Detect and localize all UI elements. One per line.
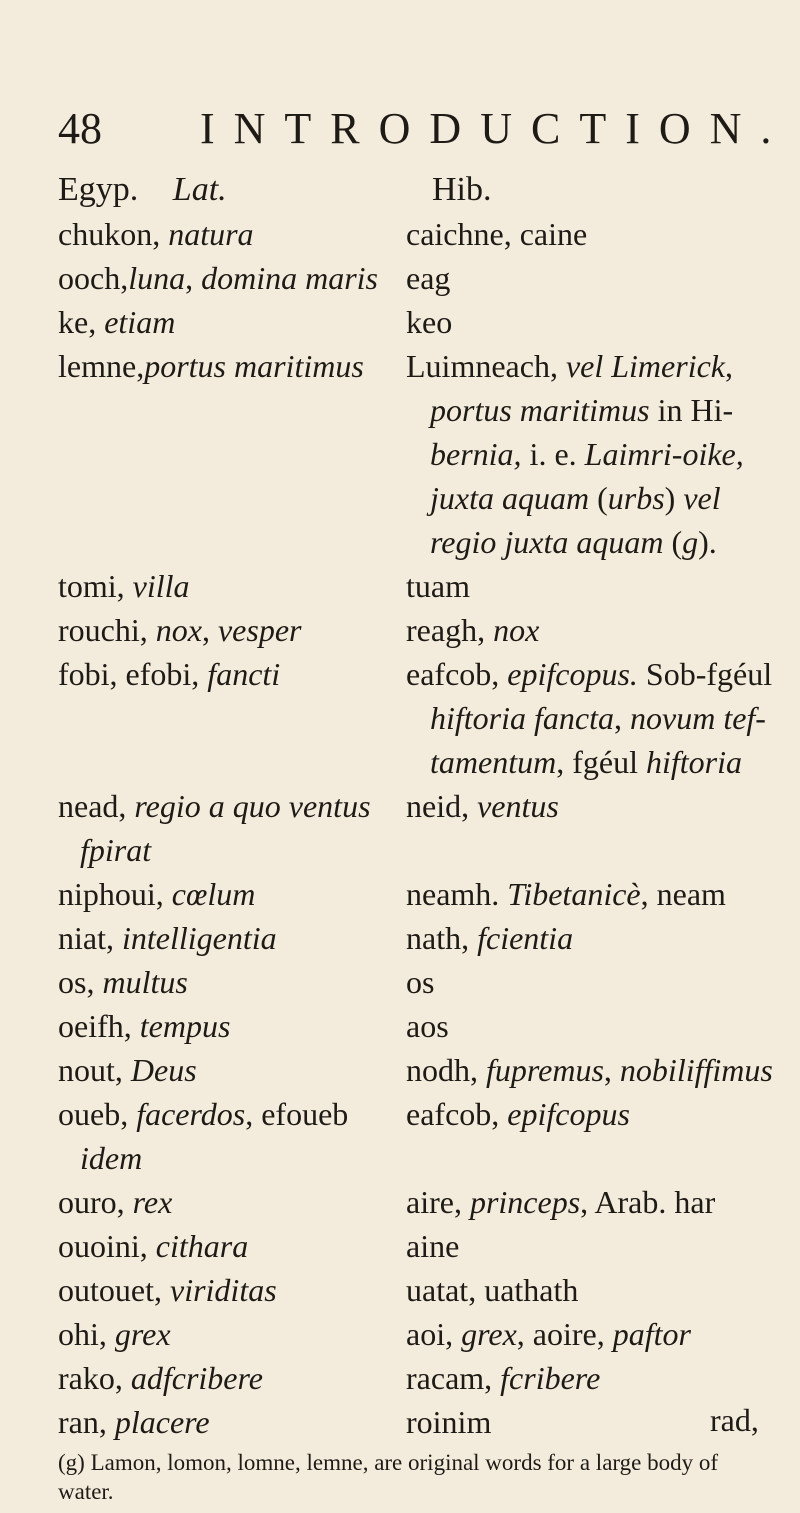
- egyptian-latin-cell: [58, 786, 371, 826]
- word-text: neamh.: [406, 876, 508, 912]
- hibernian-continuation: [430, 522, 717, 562]
- hibernian-cell: [406, 874, 726, 914]
- table-row: [0, 346, 800, 396]
- table-row: [0, 786, 800, 836]
- hibernian-cell: [406, 346, 733, 386]
- latin-gloss: luna: [128, 260, 186, 296]
- latin-gloss: Laimri-oike,: [576, 436, 744, 472]
- table-row: [0, 1314, 800, 1364]
- table-row: [0, 1358, 800, 1408]
- word-text: oueb,: [58, 1096, 137, 1132]
- egyptian-latin-cell: [58, 1402, 210, 1442]
- hibernian-continuation: [430, 698, 766, 738]
- egyptian-latin-cell: [58, 1314, 171, 1354]
- latin-gloss: villa: [132, 568, 190, 604]
- word-text: nout,: [58, 1052, 131, 1088]
- latin-gloss: ventus: [477, 788, 559, 824]
- word-text: ): [664, 480, 684, 516]
- table-row: [0, 1226, 800, 1276]
- hibernian-cell: [406, 1226, 459, 1266]
- footnote: [58, 1448, 768, 1506]
- hibernian-continuation: [430, 434, 744, 474]
- catchword: rad,: [710, 1402, 759, 1438]
- hibernian-cell: [406, 962, 434, 1002]
- word-text: ouoini,: [58, 1228, 156, 1264]
- latin-gloss: paftor: [612, 1316, 691, 1352]
- table-row: [0, 1182, 800, 1232]
- column-heading-egyptian: Egyp. Lat.: [58, 171, 227, 208]
- word-text: ,: [201, 612, 218, 648]
- table-row: [0, 1050, 800, 1100]
- table-row: [0, 214, 800, 264]
- word-text: ouro,: [58, 1184, 133, 1220]
- table-row: [0, 1270, 800, 1320]
- word-text: , aoire,: [516, 1316, 613, 1352]
- table-row: [0, 390, 800, 440]
- egyptian-latin-cell: [58, 1270, 277, 1310]
- hibernian-cell: [406, 1006, 449, 1046]
- table-row: [0, 1006, 800, 1056]
- hibernian-cell: [406, 1314, 691, 1354]
- latin-gloss: urbs: [607, 480, 665, 516]
- table-row: [0, 874, 800, 924]
- egyptian-latin-cell: [58, 1358, 263, 1398]
- footnote-text: Lamon, lomon, lomne, lemne, are original words for a large body of water.: [58, 1450, 719, 1504]
- egyptian-latin-cell: [58, 1006, 230, 1046]
- word-text: ,: [603, 1052, 620, 1088]
- column-heading-latin: Lat.: [172, 171, 227, 208]
- word-text: ohi,: [58, 1316, 115, 1352]
- word-text: tuam: [406, 568, 470, 604]
- word-text: eag: [406, 260, 451, 296]
- egyptian-latin-cell: [58, 962, 188, 1002]
- word-text: os: [406, 964, 435, 1000]
- table-row: [0, 610, 800, 660]
- word-text: ,: [614, 700, 630, 736]
- egyptian-latin-cell: [58, 1050, 197, 1090]
- word-text: Sob-fgéul: [637, 656, 773, 692]
- word-text: oeifh,: [58, 1008, 140, 1044]
- egyptian-latin-continuation: [80, 830, 151, 870]
- word-text: , Arab. har: [580, 1184, 716, 1220]
- word-text: tomi,: [58, 568, 133, 604]
- latin-gloss: vel: [683, 480, 721, 516]
- word-text: keo: [406, 304, 453, 340]
- latin-gloss: placere: [114, 1404, 210, 1440]
- latin-gloss: rex: [132, 1184, 173, 1220]
- latin-gloss: juxta aquam: [430, 480, 590, 516]
- latin-gloss: nobiliffimus: [619, 1052, 773, 1088]
- word-text: , efoueb: [245, 1096, 349, 1132]
- word-text: reagh,: [406, 612, 494, 648]
- latin-gloss: viriditas: [169, 1272, 277, 1308]
- table-row: [0, 742, 800, 792]
- latin-gloss: portus maritimus: [144, 348, 364, 384]
- egyptian-latin-continuation: [80, 1138, 142, 1178]
- word-text: eafcob,: [406, 656, 508, 692]
- hibernian-cell: [406, 1094, 630, 1134]
- word-text: nodh,: [406, 1052, 486, 1088]
- hibernian-cell: [406, 1358, 600, 1398]
- latin-gloss: fcientia: [477, 920, 574, 956]
- word-text: rouchi,: [58, 612, 156, 648]
- word-text: racam,: [406, 1360, 501, 1396]
- word-text: ,: [724, 348, 733, 384]
- word-text: aire,: [406, 1184, 470, 1220]
- egyptian-latin-cell: [58, 214, 254, 254]
- table-row: [0, 478, 800, 528]
- egyptian-latin-cell: [58, 610, 301, 650]
- hibernian-cell: [406, 786, 559, 826]
- word-text: ,: [185, 260, 202, 296]
- page-number: 48: [58, 104, 102, 153]
- table-row: [0, 962, 800, 1012]
- hibernian-cell: [406, 654, 772, 694]
- word-text: , fgéul: [556, 744, 646, 780]
- latin-gloss: portus maritimus: [430, 392, 650, 428]
- word-text: ooch,: [58, 260, 129, 296]
- latin-gloss: epifcopus: [507, 1096, 630, 1132]
- latin-gloss: bernia,: [430, 436, 530, 472]
- word-text: niphoui,: [58, 876, 172, 912]
- table-row: [0, 918, 800, 968]
- latin-gloss: vesper: [217, 612, 302, 648]
- latin-gloss: princeps: [469, 1184, 581, 1220]
- latin-gloss: domina maris: [201, 260, 378, 296]
- table-row: [0, 1094, 800, 1144]
- latin-gloss: natura: [168, 216, 254, 252]
- latin-gloss: idem: [80, 1140, 143, 1176]
- table-row: [0, 654, 800, 704]
- word-text: in Hi-: [649, 392, 734, 428]
- hibernian-cell: [406, 1050, 773, 1090]
- word-text: aoi,: [406, 1316, 462, 1352]
- egyptian-latin-cell: [58, 346, 364, 386]
- latin-gloss: fcribere: [500, 1360, 601, 1396]
- latin-gloss: Deus: [130, 1052, 197, 1088]
- footnote-mark: (g): [58, 1450, 85, 1475]
- word-text: roinim: [406, 1404, 492, 1440]
- latin-gloss: adfcribere: [130, 1360, 263, 1396]
- egyptian-latin-cell: [58, 258, 378, 298]
- word-text: uatat, uathath: [406, 1272, 579, 1308]
- word-text: neid,: [406, 788, 478, 824]
- word-text: lemne,: [58, 348, 145, 384]
- latin-gloss: Tibetanicè: [507, 876, 641, 912]
- word-text: nead,: [58, 788, 135, 824]
- word-text: ke,: [58, 304, 105, 340]
- word-text: ).: [698, 524, 717, 560]
- latin-gloss: grex: [114, 1316, 171, 1352]
- word-text: Luimneach,: [406, 348, 566, 384]
- latin-gloss: novum tef-: [630, 700, 766, 736]
- latin-gloss: regio juxta aquam: [430, 524, 664, 560]
- word-text: chukon,: [58, 216, 169, 252]
- latin-gloss: regio a quo ventus: [134, 788, 371, 824]
- word-text: eafcob,: [406, 1096, 508, 1132]
- hibernian-continuation: [430, 478, 721, 518]
- hibernian-cell: [406, 214, 587, 254]
- hibernian-cell: [406, 918, 573, 958]
- latin-gloss: facerdos: [136, 1096, 246, 1132]
- page-title: INTRODUCTION.: [200, 104, 791, 153]
- column-heading-hibernian: Hib.: [432, 171, 492, 208]
- latin-gloss: intelligentia: [121, 920, 277, 956]
- word-text: niat,: [58, 920, 122, 956]
- table-row: [0, 522, 800, 572]
- latin-gloss: tamentum: [430, 744, 557, 780]
- word-text: aine: [406, 1228, 460, 1264]
- table-row: [0, 258, 800, 308]
- table-row: [0, 1402, 800, 1452]
- word-text: rako,: [58, 1360, 131, 1396]
- table-row: [0, 566, 800, 616]
- egyptian-latin-cell: [58, 1182, 172, 1222]
- egyptian-latin-cell: [58, 918, 277, 958]
- word-text: (: [589, 480, 608, 516]
- hibernian-cell: [406, 302, 452, 342]
- table-row: [0, 1138, 800, 1188]
- hibernian-cell: [406, 1182, 715, 1222]
- table-row: [0, 698, 800, 748]
- hibernian-cell: [406, 566, 470, 606]
- latin-gloss: hiftoria: [645, 744, 742, 780]
- latin-gloss: cœlum: [171, 876, 256, 912]
- word-text: ran,: [58, 1404, 115, 1440]
- latin-gloss: cithara: [155, 1228, 249, 1264]
- word-text: caichne, caine: [406, 216, 588, 252]
- hibernian-continuation: [430, 742, 742, 782]
- latin-gloss: nox: [155, 612, 202, 648]
- word-text: i. e.: [529, 436, 577, 472]
- latin-gloss: epifcopus.: [507, 656, 638, 692]
- word-text: fobi, efobi,: [58, 656, 208, 692]
- egyptian-latin-cell: [58, 302, 175, 342]
- hibernian-continuation: [430, 390, 733, 430]
- latin-gloss: fpirat: [80, 832, 152, 868]
- word-text: , neam: [640, 876, 726, 912]
- table-row: [0, 830, 800, 880]
- word-text: nath,: [406, 920, 478, 956]
- egyptian-latin-cell: [58, 1094, 348, 1134]
- egyptian-latin-cell: [58, 566, 190, 606]
- latin-gloss: multus: [102, 964, 188, 1000]
- latin-gloss: tempus: [139, 1008, 231, 1044]
- hibernian-cell: [406, 1270, 578, 1310]
- column-headings: [0, 170, 800, 220]
- latin-gloss: hiftoria fancta: [430, 700, 614, 736]
- table-row: [0, 302, 800, 352]
- latin-gloss: nox: [493, 612, 540, 648]
- egyptian-latin-cell: [58, 874, 255, 914]
- latin-gloss: fancti: [207, 656, 281, 692]
- hibernian-cell: [406, 1402, 491, 1442]
- egyptian-latin-cell: [58, 654, 280, 694]
- hibernian-cell: [406, 258, 450, 298]
- latin-gloss: fupremus: [486, 1052, 604, 1088]
- word-text: aos: [406, 1008, 449, 1044]
- word-text: os,: [58, 964, 103, 1000]
- word-text: outouet,: [58, 1272, 170, 1308]
- table-row: [0, 434, 800, 484]
- latin-gloss: vel Limerick: [565, 348, 725, 384]
- egyptian-latin-cell: [58, 1226, 248, 1266]
- latin-gloss: g: [682, 524, 699, 560]
- latin-gloss: grex: [461, 1316, 517, 1352]
- latin-gloss: etiam: [104, 304, 176, 340]
- word-text: (: [663, 524, 683, 560]
- hibernian-cell: [406, 610, 539, 650]
